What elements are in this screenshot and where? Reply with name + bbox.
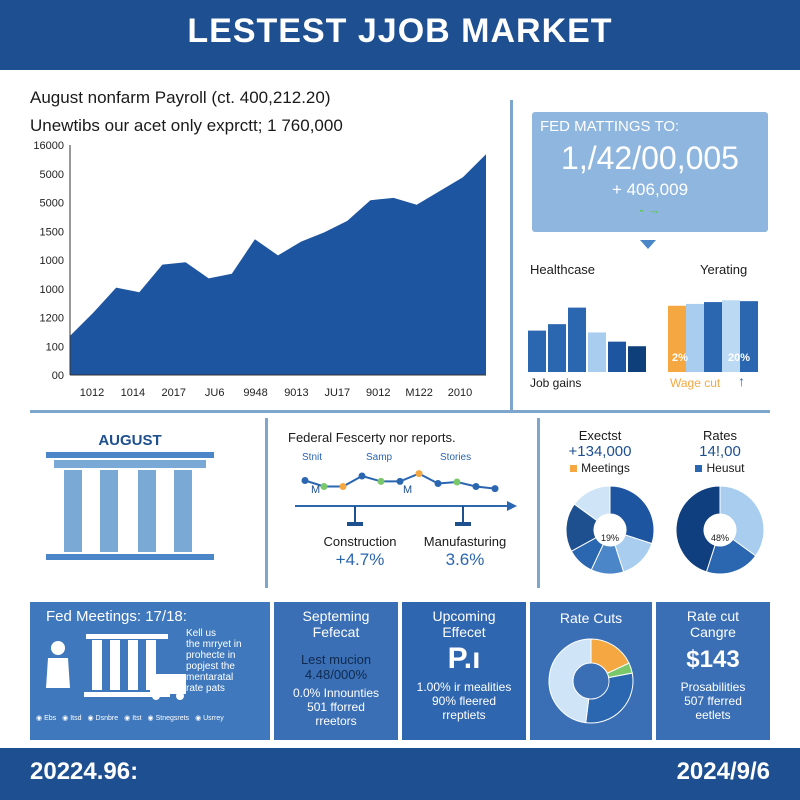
arrow-right-icon: - → [639, 202, 661, 217]
panel-title: Upcoming [432, 608, 496, 624]
bar [568, 308, 586, 372]
legend-swatch [570, 465, 577, 472]
note-line: mentaratal [186, 672, 234, 683]
x-tick-label: 2017 [161, 387, 187, 399]
line-point [416, 470, 423, 477]
yerating-label: Yerating [700, 262, 748, 277]
donut-slice [549, 639, 591, 723]
expect-center-label: 19% [600, 533, 619, 543]
expect-legend [555, 461, 645, 475]
manufacturing-label: Manufasturing [423, 534, 507, 549]
bar [588, 332, 606, 372]
y-tick-label: 00 [51, 370, 64, 382]
legend-swatch [695, 465, 702, 472]
x-tick-label: 9948 [243, 387, 268, 399]
rates-title: Rates [703, 428, 737, 443]
panel-line: rreetors [315, 714, 357, 728]
fed-box-value: 1,/42/00,005 [561, 140, 739, 176]
yerating-right-pct: 20% [728, 352, 751, 364]
y-tick-label: 1000 [39, 255, 64, 267]
august-label: AUGUST [98, 432, 162, 449]
x-tick-label: JU17 [324, 387, 351, 399]
note-line: Kell us [186, 628, 217, 639]
yerating-left-pct: 2% [672, 352, 688, 364]
marker-base [347, 522, 363, 526]
panel-line: 4.48/000% [304, 667, 368, 682]
expect-value: +134,000 [568, 443, 632, 460]
caret-down-icon [640, 240, 656, 250]
divider [510, 100, 513, 410]
line-point [492, 485, 499, 492]
note-line: prohecte in [186, 650, 236, 661]
line-point [359, 473, 366, 480]
series-label-2: Samp [366, 452, 393, 463]
september-panel-content [274, 608, 398, 728]
rates-center-label: 48% [710, 533, 729, 543]
arrow-up-icon: ↑ [738, 373, 745, 389]
panel-line: 1.00% ir mealities [416, 680, 512, 694]
y-tick-label: 1000 [39, 283, 64, 296]
bar [528, 331, 546, 372]
social-icon[interactable]: ◉ Usrrey [195, 715, 224, 722]
panel-line: eetlets [695, 708, 731, 722]
panel-line: 90% fleered [431, 694, 497, 708]
footer-right-date: 2024/9/6 [676, 758, 770, 785]
social-icon[interactable]: ◉ Dsnbre [87, 715, 119, 722]
panel-line: 0.0% Innounties [292, 686, 380, 700]
line-point [473, 483, 480, 490]
note-line: the mrryet in [186, 639, 242, 650]
x-tick-label: 1014 [120, 387, 146, 399]
y-tick-label: 16000 [33, 140, 64, 152]
payroll-line-2: Unewtibs our acet only exprctt; 1 760,000 [30, 116, 343, 135]
manufacturing-value: 3.6% [445, 550, 485, 569]
social-icon[interactable]: ◉ Itst [124, 715, 142, 722]
social-icon[interactable]: ◉ Stnegsrets [147, 715, 190, 722]
bar [608, 342, 626, 372]
panel-line: 507 fferred [684, 694, 742, 708]
line-point [321, 483, 328, 490]
y-tick-label: 5000 [39, 197, 64, 210]
x-tick-label: 9013 [284, 387, 309, 399]
x-tick-label: 9012 [365, 387, 391, 399]
payroll-line-1: August nonfarm Payroll (ct. 400,212.20) [30, 88, 331, 107]
bar [548, 324, 566, 372]
rates-legend-text: Heusut [706, 461, 745, 475]
payroll-area-chart [0, 135, 500, 405]
rate-cuts-title: Rate Cuts [559, 610, 623, 626]
rates-value: 14!,00 [699, 443, 741, 460]
marker-label-2: M [403, 484, 413, 496]
series-label-3: Stories [440, 452, 472, 463]
note-line: popjest the [186, 661, 235, 672]
construction-value: +4.7% [335, 550, 385, 569]
fed-box-title: FED MATTINGS TO: [540, 118, 680, 135]
x-tick-label: 1012 [79, 387, 105, 399]
panel-title: Fefecat [312, 624, 360, 640]
series-label-1: Stnit [302, 452, 323, 463]
rate-cuts-donut-chart [546, 636, 636, 726]
upcoming-panel-content [402, 608, 526, 722]
bar [628, 346, 646, 372]
fed-meetings-notes [186, 628, 242, 694]
healthcare-caption: Job gains [530, 376, 582, 390]
divider [265, 418, 268, 588]
y-tick-label: 1500 [39, 226, 64, 239]
social-icons-row [36, 714, 266, 722]
rates-donut-chart [675, 485, 765, 575]
panel-title: Rate cut [686, 608, 740, 624]
line-point [435, 480, 442, 487]
expect-title: Exectst [578, 428, 622, 443]
panel-line: Prosabilities [680, 680, 746, 694]
social-icon[interactable]: ◉ Itsd [62, 715, 82, 722]
federal-title: Federal Fescerty nor reports. [288, 430, 456, 445]
expect-donut-chart [565, 485, 655, 575]
fed-meetings-panel-title: Fed Meetings: 17/18: [46, 608, 187, 625]
y-tick-label: 1200 [39, 312, 64, 325]
building-icon [40, 450, 220, 565]
panel-line: rreptiets [442, 708, 486, 722]
divider [537, 418, 540, 588]
line-point [340, 483, 347, 490]
donut-slice [586, 673, 633, 723]
yerating-caption: Wage cut [670, 376, 721, 390]
healthcare-label: Healthcase [530, 262, 596, 277]
footer-left-date: 20224.96: [30, 758, 139, 785]
healthcare-bar-chart [528, 280, 648, 372]
panel-title: Cangre [690, 624, 736, 640]
panel-title: Effecet [442, 624, 486, 640]
marker-label-1: M [311, 484, 321, 496]
marker-base [455, 522, 471, 526]
page-title: LESTEST JJOB MARKET [187, 12, 613, 50]
panel-title: Septeming [302, 608, 370, 624]
line-point [454, 479, 461, 486]
y-tick-label: 100 [45, 341, 64, 354]
x-tick-label: JU6 [204, 387, 225, 399]
panel-line: 501 fforred [307, 700, 365, 714]
arrow-right-icon [507, 501, 517, 511]
note-line: rate pats [186, 683, 225, 694]
y-tick-label: 5000 [39, 168, 64, 181]
x-tick-label: M122 [405, 387, 433, 399]
bar [686, 304, 704, 372]
panel-big-value: P.ı [447, 642, 481, 675]
divider [30, 410, 770, 413]
x-tick-label: 2010 [447, 387, 473, 399]
rates-legend [680, 461, 760, 475]
line-point [302, 477, 309, 484]
social-icon[interactable]: ◉ Ebs [36, 715, 57, 722]
panel-line: Lest mucion [300, 652, 372, 667]
construction-label: Construction [323, 534, 397, 549]
area-series [70, 154, 486, 375]
panel-big-value: $143 [686, 646, 740, 673]
expect-legend-text: Meetings [581, 461, 630, 475]
fed-box-sub: + 406,009 [611, 180, 689, 199]
line-point [378, 478, 385, 485]
rate-cut-change-content [656, 608, 770, 722]
bar [704, 302, 722, 372]
